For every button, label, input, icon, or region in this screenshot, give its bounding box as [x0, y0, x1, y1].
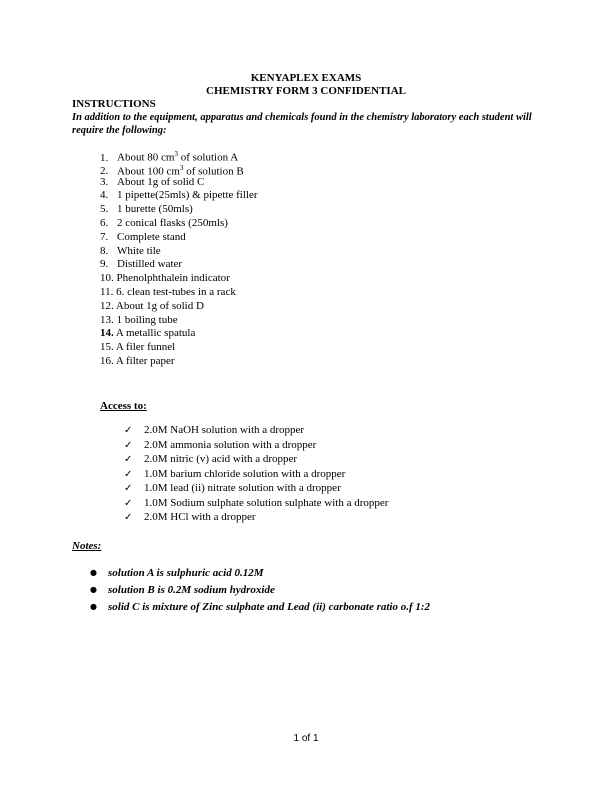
exam-body-title: KENYAPLEX EXAMS [250, 72, 362, 84]
list-item: ✓ 1.0M barium chloride solution with a dropper [124, 467, 388, 482]
list-item: ● solution B is 0.2M sodium hydroxide [90, 581, 430, 598]
list-item: 11. 6. clean test-tubes in a rack [100, 285, 236, 298]
requirements-list [100, 148, 258, 369]
checkmark-icon: ✓ [124, 468, 133, 480]
list-item: 10. Phenolphthalein indicator [100, 272, 230, 285]
list-item: 5. 1 burette (50mls) [100, 203, 193, 216]
checkmark-icon: ✓ [124, 439, 133, 451]
access-heading: Access to: [100, 400, 147, 412]
paper-title: CHEMISTRY FORM 3 CONFIDENTIAL [206, 85, 406, 97]
list-item: ● solution A is sulphuric acid 0.12M [90, 564, 430, 581]
list-item: 12. About 1g of solid D [100, 299, 204, 312]
bullet-icon: ● [90, 585, 97, 594]
page-number: 1 of 1 [293, 733, 319, 744]
list-item: 6. 2 conical flasks (250mls) [100, 216, 228, 229]
access-list [124, 423, 388, 525]
list-item: 7. Complete stand [100, 230, 186, 243]
list-item: 3. About 1g of solid C [100, 175, 205, 188]
list-item: 14. A metallic spatula [100, 327, 196, 340]
checkmark-icon: ✓ [124, 512, 133, 523]
checkmark-icon: ✓ [124, 497, 133, 509]
list-item: 4. 1 pipette(25mls) & pipette filler [100, 189, 258, 202]
list-item: ✓ 1.0M Sodium sulphate solution sulphate with a dropper [124, 496, 388, 511]
list-item: 2. About 100 $cm^3$ of solution B [100, 163, 244, 178]
bullet-icon: ● [90, 602, 97, 611]
checkmark-icon: ✓ [124, 483, 133, 494]
list-item: ✓ 2.0M NaOH solution with a dropper [124, 423, 388, 438]
checkmark-icon: ✓ [124, 425, 133, 436]
list-item: 16. A filter paper [100, 354, 175, 367]
list-item: ● solid C is mixture of Zinc sulphate and Lead (ii) carbonate ratio o.f 1:2 [90, 598, 430, 615]
notes-list [90, 564, 430, 615]
instructions-text: In addition to the equipment, apparatus and chemicals found in the chemistry laboratory each student will require the following: [72, 112, 532, 136]
list-item: ✓ 2.0M HCl with a dropper [124, 510, 388, 525]
list-item: 13. 1 boiling tube [100, 313, 178, 326]
list-item: 1. About 80 $cm^3$ of solution A [100, 150, 239, 164]
notes-heading: Notes: [72, 540, 102, 552]
list-item: ✓ 1.0M lead (ii) nitrate solution with a dropper [124, 481, 388, 496]
list-item: 8. White tile [100, 244, 161, 257]
list-item: 15. A filer funnel [100, 341, 176, 354]
checkmark-icon: ✓ [124, 454, 133, 465]
bullet-icon: ● [90, 568, 97, 577]
instructions-heading: INSTRUCTIONS [72, 98, 156, 110]
list-item: ✓ 2.0M nitric (v) acid with a dropper [124, 452, 388, 467]
list-item: ✓ 2.0M ammonia solution with a dropper [124, 438, 388, 453]
list-item: 9. Distilled water [100, 258, 183, 271]
